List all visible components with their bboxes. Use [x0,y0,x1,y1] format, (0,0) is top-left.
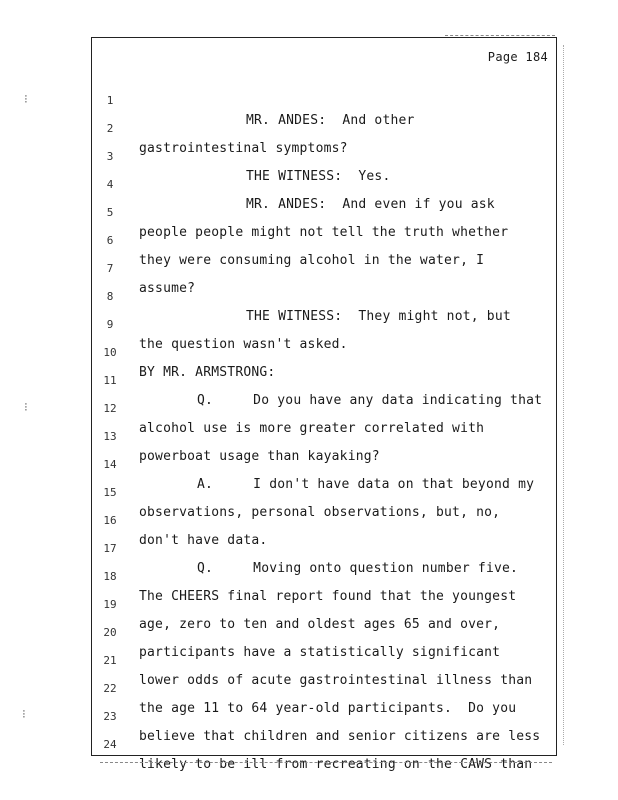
line-text: A. I don't have data on that beyond my [197,477,535,492]
line-text: people people might not tell the truth whether [139,225,509,240]
line-text: likely to be ill from recreating on the CAWS than [139,757,533,772]
line-text: assume? [139,281,196,296]
line-number: 4 [106,178,114,191]
line-text: Q. Do you have any data indicating that [197,393,543,408]
line-text: believe that children and senior citizens are less [139,729,541,744]
line-number: 8 [106,290,114,303]
line-text: the age 11 to 64 year-old participants. Do you [139,701,517,716]
line-number: 23 [103,710,117,723]
line-number: 24 [103,738,117,751]
line-text: THE WITNESS: They might not, but [246,309,511,324]
transcript-page [91,37,557,772]
line-text: lower odds of acute gastrointestinal illness than [139,673,533,688]
line-text: MR. ANDES: And even if you ask [246,197,495,212]
line-number: 13 [103,430,117,443]
line-number: 11 [103,374,117,387]
line-number: 21 [103,654,117,667]
line-number: 1 [106,94,114,107]
line-text: MR. ANDES: And other [246,113,415,128]
scan-artifact-bottom [100,762,552,763]
line-number: 22 [103,682,117,695]
line-text: they were consuming alcohol in the water, I [139,253,485,268]
line-number: 7 [106,262,114,275]
line-number: 10 [103,346,117,359]
line-text: alcohol use is more greater correlated with [139,421,485,436]
margin-mark: ⁝ [24,92,28,106]
line-number: 18 [103,570,117,583]
line-text: gastrointestinal symptoms? [139,141,348,156]
line-text: The CHEERS final report found that the youngest [139,589,517,604]
line-number: 17 [103,542,117,555]
line-number: 5 [106,206,114,219]
line-number: 19 [103,598,117,611]
page-number: Page 184 [487,50,548,64]
line-number: 6 [106,234,114,247]
transcript-line [92,71,556,128]
line-number: 9 [106,318,114,331]
line-text: powerboat usage than kayaking? [139,449,380,464]
line-text: THE WITNESS: Yes. [246,169,391,184]
line-number: 12 [103,402,117,415]
line-number: 14 [103,458,117,471]
line-text: don't have data. [139,533,268,548]
line-text: the question wasn't asked. [139,337,348,352]
line-text: age, zero to ten and oldest ages 65 and over, [139,617,501,632]
scan-artifact-top [445,35,555,36]
margin-mark: ⁝ [24,400,28,414]
line-number: 3 [106,150,114,163]
line-text: BY MR. ARMSTRONG: [139,365,276,380]
margin-mark: ⁝ [22,707,26,721]
line-text: participants have a statistically significant [139,645,501,660]
line-number: 16 [103,514,117,527]
scan-artifact-right-edge [563,45,564,745]
line-number: 15 [103,486,117,499]
line-number: 20 [103,626,117,639]
line-number: 2 [106,122,114,135]
line-text: Q. Moving onto question number five. [197,561,519,576]
line-text: observations, personal observations, but, no, [139,505,501,520]
